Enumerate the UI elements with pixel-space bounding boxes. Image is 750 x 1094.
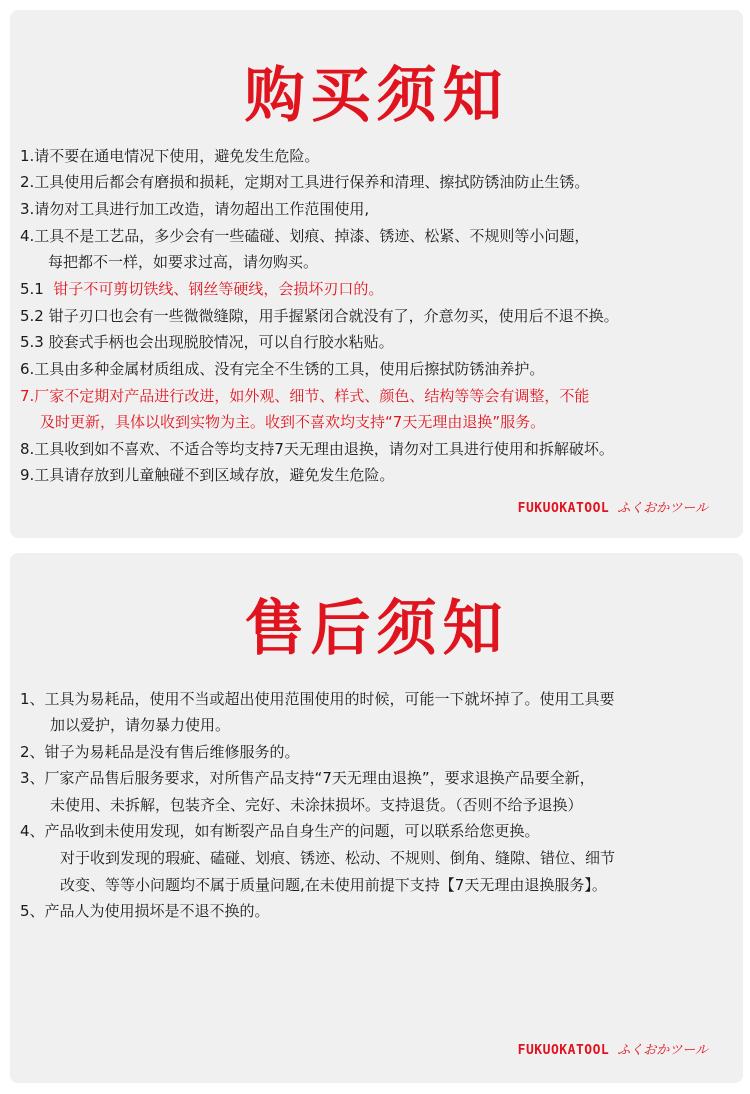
purchase-line-7-cont: 及时更新，具体以收到实物为主。收到不喜欢均支持“7天无理由退换”服务。 [40,413,546,431]
aftersale-line-2: 2、钳子为易耗品是没有售后维修服务的。 [20,743,300,761]
aftersale-line-1: 1、工具为易耗品，使用不当或超出使用范围使用的时候，可能一下就坏掉了。使用工具要 [20,690,615,708]
aftersale-line-5: 5、产品人为使用损坏是不退不换的。 [20,902,270,920]
purchase-line-6: 6.工具由多种金属材质组成、没有完全不生锈的工具，使用后擦拭防锈油养护。 [20,360,545,378]
brand-name-japanese: ふくおかツール [617,1043,708,1058]
purchase-line-1: 1.请不要在通电情况下使用，避免发生危险。 [20,147,320,165]
brand-name: FUKUOKATOOL [517,1043,610,1058]
aftersale-line-4-detail-cont: 改变、等等小问题均不属于质量问题,在未使用前提下支持【7天无理由退换服务】。 [60,876,607,894]
aftersale-line-4: 4、产品收到未使用发现，如有断裂产品自身生产的问题，可以联系给您更换。 [20,822,540,840]
purchase-line-4-cont: 每把都不一样，如要求过高，请勿购买。 [48,253,319,271]
aftersale-line-3-cont: 未使用、未拆解，包装齐全、完好、未涂抹损坏。支持退货。（否则不给予退换） [50,796,583,814]
purchase-line-5-2: 5.2 钳子刃口也会有一些微微缝隙，用手握紧闭合就没有了，介意勿买，使用后不退不换。 [20,307,619,325]
purchase-line-3: 3.请勿对工具进行加工改造，请勿超出工作范围使用, [20,200,370,218]
brand-name-japanese: ふくおかツール [617,501,708,516]
purchase-line-5-1 [20,279,383,299]
purchase-line-7: 7.厂家不定期对产品进行改进，如外观、细节、样式、颜色、结构等等会有调整，不能 [20,387,590,405]
aftersale-brand-signature [518,1039,708,1058]
purchase-line-9: 9.工具请存放到儿童触碰不到区域存放，避免发生危险。 [20,466,395,484]
aftersale-notice-title: 售后须知 [244,594,509,664]
purchase-brand-signature [518,497,708,516]
purchase-line-8: 8.工具收到如不喜欢、不适合等均支持7天无理由退换，请勿对工具进行使用和拆解破坏。 [20,440,614,458]
purchase-line-5-1-prefix: 5.1 [20,280,44,298]
purchase-line-4: 4.工具不是工艺品，多少会有一些磕碰、划痕、掉漆、锈迹、松紧、不规则等小问题， [20,227,590,245]
purchase-line-5-3: 5.3 胶套式手柄也会出现脱胶情况，可以自行胶水粘贴。 [20,333,394,351]
aftersale-notice-panel [10,553,743,1083]
purchase-notice-title: 购买须知 [244,61,509,131]
brand-name: FUKUOKATOOL [517,501,610,516]
purchase-line-2: 2.工具使用后都会有磨损和损耗，定期对工具进行保养和清理、擦拭防锈油防止生锈。 [20,173,590,191]
purchase-line-5-1-warning: 钳子不可剪切铁线、钢丝等硬线，会损坏刃口的。 [53,280,384,298]
aftersale-line-3: 3、厂家产品售后服务要求，对所售产品支持“7天无理由退换”，要求退换产品要全新， [20,769,595,787]
purchase-notice-panel [10,10,743,538]
aftersale-line-1-cont: 加以爱护，请勿暴力使用。 [50,716,231,734]
aftersale-line-4-detail: 对于收到发现的瑕疵、磕碰、划痕、锈迹、松动、不规则、倒角、缝隙、错位、细节 [60,849,616,867]
